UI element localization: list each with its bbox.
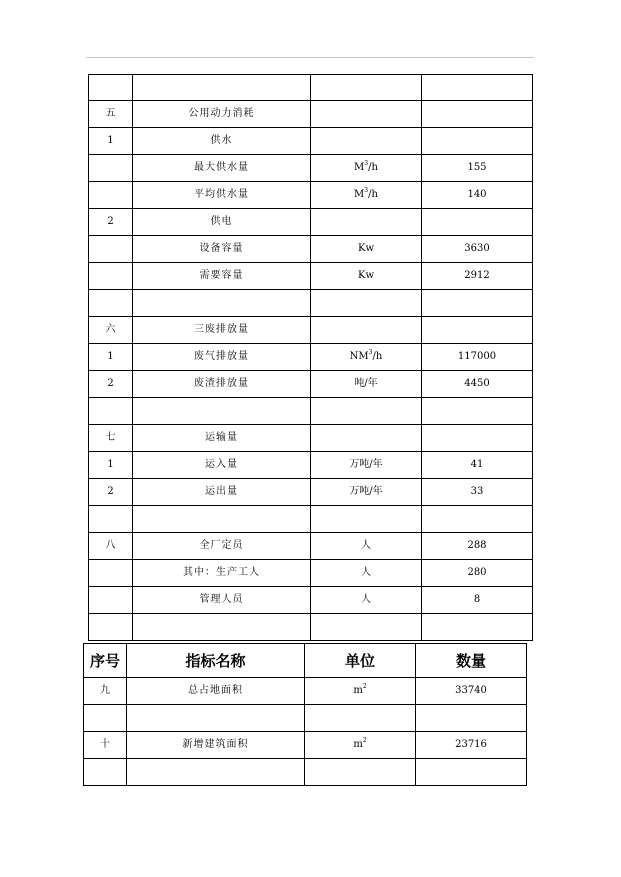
cell-unit [305,705,416,732]
unit-suffix: /h [368,162,378,173]
indicator-table-body-2 [84,678,527,786]
cell-no [89,560,133,587]
table-row [89,533,533,560]
cell-name: 需要容量 [133,263,311,290]
table-row [89,587,533,614]
cell-qty: 280 [422,560,533,587]
cell-unit [311,155,422,182]
cell-unit [305,759,416,786]
table-row [89,479,533,506]
cell-no: 八 [89,533,133,560]
indicator-table-body [89,75,533,641]
table-row [89,75,533,101]
unit-suffix: /h [368,189,378,200]
table-row [89,371,533,398]
table-row [89,209,533,236]
cell-unit [305,732,416,759]
cell-unit [311,344,422,371]
cell-no: 十 [84,732,127,759]
indicator-table-header-block [83,643,527,786]
table-row [84,732,527,759]
table-row [89,452,533,479]
unit-superscript: 3 [364,160,369,167]
cell-unit [311,398,422,425]
cell-name [133,398,311,425]
cell-unit [311,533,422,560]
cell-no [89,236,133,263]
table-row [89,263,533,290]
cell-unit [311,452,422,479]
cell-qty [422,101,533,128]
unit-text: 人 [361,540,371,551]
cell-no: 1 [89,452,133,479]
cell-qty [422,506,533,533]
cell-qty [422,425,533,452]
cell-no: 六 [89,317,133,344]
cell-name: 平均供水量 [133,182,311,209]
cell-qty [422,317,533,344]
cell-name: 其中：生产工人 [133,560,311,587]
cell-qty: 3630 [422,236,533,263]
cell-name: 全厂定员 [133,533,311,560]
cell-no: 2 [89,371,133,398]
cell-unit [311,209,422,236]
cell-name: 供电 [133,209,311,236]
cell-unit [311,290,422,317]
cell-no: 1 [89,128,133,155]
unit-text: Kw [357,270,375,281]
table-header-row [84,644,527,678]
indicator-table-continued [88,74,533,641]
unit-superscript: 3 [368,349,373,356]
cell-no [89,506,133,533]
cell-name: 三废排放量 [133,317,311,344]
cell-no: 2 [89,209,133,236]
cell-qty: 41 [422,452,533,479]
unit-text: 万吨/年 [349,486,383,497]
cell-unit [311,425,422,452]
cell-no [89,75,133,101]
cell-name: 总占地面积 [127,678,305,705]
cell-name: 新增建筑面积 [127,732,305,759]
unit-superscript: 2 [362,683,367,690]
cell-no [89,263,133,290]
cell-qty: 33 [422,479,533,506]
cell-qty: 8 [422,587,533,614]
table-row [84,705,527,732]
unit-superscript: 3 [364,187,369,194]
table-row [89,398,533,425]
cell-qty: 33740 [416,678,527,705]
table-row [89,155,533,182]
table-row [89,128,533,155]
unit-text: NM [349,351,369,362]
cell-qty [416,759,527,786]
cell-qty: 4450 [422,371,533,398]
cell-no [89,155,133,182]
cell-qty: 2912 [422,263,533,290]
cell-name: 供水 [133,128,311,155]
table-row [84,759,527,786]
cell-name: 运出量 [133,479,311,506]
cell-no [84,705,127,732]
cell-no: 七 [89,425,133,452]
cell-no [89,398,133,425]
cell-name [133,506,311,533]
cell-no [84,759,127,786]
cell-qty: 23716 [416,732,527,759]
cell-name: 废渣排放量 [133,371,311,398]
cell-name: 运入量 [133,452,311,479]
cell-no [89,182,133,209]
cell-unit [311,560,422,587]
cell-qty [422,398,533,425]
cell-no [89,290,133,317]
header-unit: 单位 [305,644,416,678]
header-name: 指标名称 [127,644,305,678]
cell-qty: 288 [422,533,533,560]
cell-name [133,75,311,101]
cell-no: 九 [84,678,127,705]
cell-no: 五 [89,101,133,128]
cell-qty [422,614,533,641]
unit-text: M [354,189,365,200]
cell-unit [311,506,422,533]
cell-unit [311,182,422,209]
cell-name: 废气排放量 [133,344,311,371]
cell-unit [311,75,422,101]
cell-unit [311,128,422,155]
table-row [89,614,533,641]
cell-qty [416,705,527,732]
cell-unit [311,614,422,641]
table-row [89,506,533,533]
header-qty: 数量 [416,644,527,678]
cell-qty [422,75,533,101]
cell-unit [311,479,422,506]
cell-name [127,759,305,786]
header-no: 序号 [84,644,127,678]
cell-unit [311,263,422,290]
cell-name [133,614,311,641]
cell-qty [422,209,533,236]
unit-text: m [353,685,363,696]
unit-text: 吨/年 [354,378,378,389]
cell-name: 设备容量 [133,236,311,263]
cell-unit [311,587,422,614]
cell-name: 运输量 [133,425,311,452]
unit-superscript: 2 [362,737,367,744]
cell-no: 2 [89,479,133,506]
cell-name: 最大供水量 [133,155,311,182]
cell-unit [311,317,422,344]
table-row [89,425,533,452]
unit-text: M [354,162,365,173]
page-header-rule [86,57,534,58]
cell-name: 公用动力消耗 [133,101,311,128]
table-row [89,344,533,371]
cell-unit [305,678,416,705]
cell-qty: 140 [422,182,533,209]
cell-name: 管理人员 [133,587,311,614]
table-row [84,678,527,705]
cell-unit [311,371,422,398]
table-row [89,101,533,128]
cell-qty: 117000 [422,344,533,371]
unit-suffix: /h [372,351,383,362]
cell-name [133,290,311,317]
unit-text: m [353,739,363,750]
table-row [89,182,533,209]
table-row [89,560,533,587]
unit-text: Kw [357,243,375,254]
unit-text: 人 [361,594,371,605]
unit-text: 万吨/年 [349,459,383,470]
cell-no [89,614,133,641]
cell-unit [311,236,422,263]
table-row [89,317,533,344]
table-row [89,290,533,317]
cell-qty [422,290,533,317]
cell-qty [422,128,533,155]
cell-no [89,587,133,614]
cell-no: 1 [89,344,133,371]
unit-text: 人 [361,567,371,578]
cell-qty: 155 [422,155,533,182]
cell-unit [311,101,422,128]
cell-name [127,705,305,732]
table-row [89,236,533,263]
